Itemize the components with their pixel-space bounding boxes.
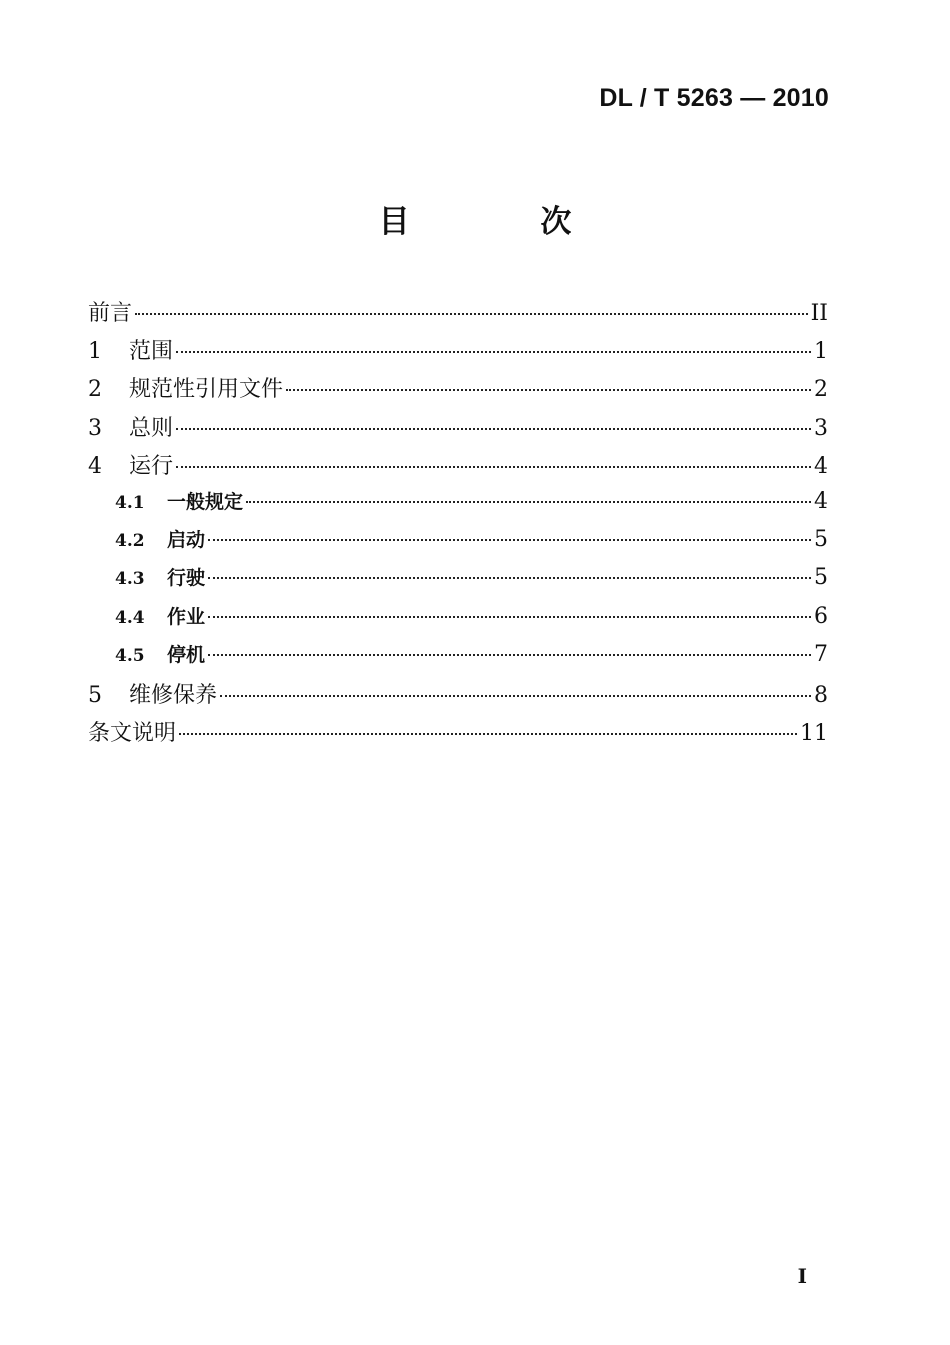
toc-entry-number: 4.5 (115, 645, 145, 666)
toc-entry-title: 规范性引用文件 (129, 377, 284, 403)
toc-entry-title: 前言 (88, 301, 133, 326)
toc-entry-number: 4.3 (115, 569, 145, 590)
table-of-contents (88, 296, 828, 754)
toc-entry-title: 启动 (167, 529, 206, 552)
toc-entry-number: 5 (88, 682, 102, 708)
toc-entry-number: 3 (88, 415, 102, 441)
dot-leader (179, 733, 797, 735)
toc-entry-maintenance[interactable] (88, 678, 828, 716)
toc-entry-page: 3 (814, 415, 828, 441)
toc-entry-page: 1 (814, 339, 828, 365)
toc-entry-general-provisions[interactable] (88, 487, 828, 525)
dot-leader (176, 466, 811, 468)
toc-entry-number: 2 (88, 377, 102, 403)
toc-entry-page: 4 (814, 488, 828, 514)
toc-entry-number: 4.4 (115, 607, 145, 628)
toc-entry-work[interactable] (88, 602, 828, 640)
toc-entry-page: 11 (800, 721, 828, 747)
toc-entry-explanation[interactable] (88, 716, 828, 754)
dot-leader (208, 616, 811, 618)
toc-entry-page: 5 (814, 527, 828, 553)
toc-entry-driving[interactable] (88, 563, 828, 601)
toc-entry-title: 维修保养 (129, 682, 218, 708)
toc-entry-title: 条文说明 (88, 721, 177, 747)
toc-entry-page: 2 (814, 377, 828, 403)
toc-entry-operation[interactable] (88, 449, 828, 487)
dot-leader (176, 351, 811, 353)
toc-entry-title: 范围 (129, 339, 174, 365)
toc-entry-foreword[interactable] (88, 296, 828, 334)
toc-entry-number: 4 (88, 453, 102, 479)
toc-entry-page: 7 (814, 641, 828, 667)
toc-entry-number: 4.2 (115, 531, 145, 552)
toc-entry-number: 4.1 (115, 492, 145, 513)
toc-entry-title: 行驶 (167, 567, 206, 590)
toc-entry-title: 一般规定 (167, 490, 244, 513)
dot-leader (208, 654, 811, 656)
page-title: 目 次 (378, 204, 632, 240)
toc-entry-normative-references[interactable] (88, 372, 828, 410)
dot-leader (176, 428, 811, 430)
dot-leader (135, 313, 808, 315)
standard-code: DL / T 5263 — 2010 (599, 84, 829, 112)
toc-entry-number: 1 (88, 339, 102, 365)
toc-entry-general[interactable] (88, 411, 828, 449)
toc-entry-title: 总则 (129, 415, 174, 441)
toc-entry-shutdown[interactable] (88, 640, 828, 678)
dot-leader (286, 389, 811, 391)
toc-entry-page: 6 (814, 603, 828, 629)
toc-entry-startup[interactable] (88, 525, 828, 563)
toc-entry-page: II (810, 301, 828, 326)
toc-entry-page: 5 (814, 565, 828, 591)
dot-leader (220, 695, 811, 697)
dot-leader (246, 501, 811, 503)
page-number: I (797, 1264, 807, 1288)
dot-leader (208, 577, 811, 579)
toc-entry-scope[interactable] (88, 334, 828, 372)
toc-entry-title: 作业 (167, 605, 206, 628)
toc-entry-title: 运行 (129, 453, 174, 479)
dot-leader (208, 539, 811, 541)
toc-entry-page: 4 (814, 453, 828, 479)
toc-entry-page: 8 (814, 682, 828, 708)
toc-entry-title: 停机 (167, 643, 206, 666)
